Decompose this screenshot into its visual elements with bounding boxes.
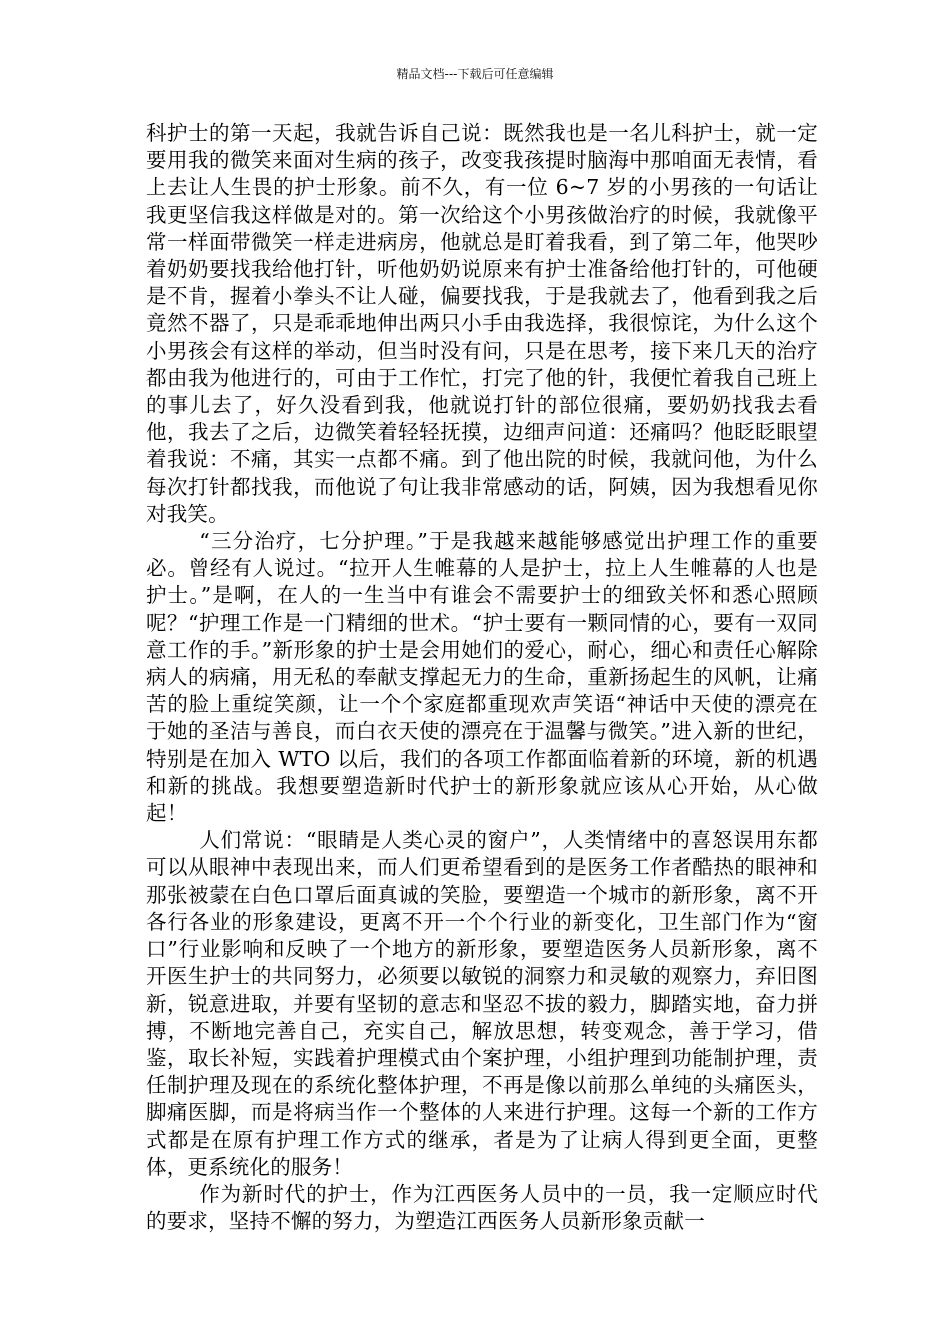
- document-body: [146, 120, 818, 1235]
- paragraph-continuation: 科护士的第一天起，我就告诉自己说：既然我也是一名儿科护士，就一定要用我的微笑来面对生病的孩子，改变我孩提时脑海中那咱面无表情，看上去让人生畏的护士形象。前不久，有一位 6~7 岁的小男孩的一句话让我更坚信我这样做是对的。第一次给这个小男孩做治疗的时候，我就像平常一样面带微笑一样走进病房，他就总是盯着我看，到了第二年，他哭吵着奶奶要找我给他打针，听他奶奶说原来有护士准备给他打针的，可他硬是不肯，握着小拳头不让人碰，偏要找我，于是我就去了，他看到我之后竟然不器了，只是乖乖地伸出两只小手由我选择，我很惊诧，为什么这个小男孩会有这样的举动，但当时没有问，只是在思考，接下来几天的治疗都由我为他进行的，可由于工作忙，打完了他的针，我便忙着我自己班上的事儿去了，好久没看到我，他就说打针的部位很痛，要奶奶找我去看他，我去了之后，边微笑着轻轻抚摸，边细声问道：还痛吗？他眨眨眼望着我说：不痛，其实一点都不痛。到了他出院的时候，我就问他，为什么每次打针都找我，而他说了句让我非常感动的话，阿姨，因为我想看见你对我笑。: [146, 121, 818, 526]
- paragraph-nursing-importance: “三分治疗，七分护理。”于是我越来越能够感觉出护理工作的重要必。曾经有人说过。“拉开人生帷幕的人是护士，拉上人生帷幕的人也是护士。”是啊，在人的一生当中有谁会不需要护士的细致关怀和悉心照顾呢？“护理工作是一门精细的世术。“护士要有一颗同情的心，要有一双同意工作的手。”新形象的护士是会用她们的爱心，耐心，细心和责任心解除病人的病痛，用无私的奉献支撑起无力的生命，重新扬起生的风帆，让痛苦的脸上重绽笑颜，让一个个家庭都重现欢声笑语“神话中天使的漂亮在于她的圣洁与善良，而白衣天使的漂亮在于温馨与微笑。”进入新的世纪，特别是在加入 WTO 以后，我们的各项工作都面临着新的环境，新的机遇和新的挑战。我想要塑造新时代护士的新形象就应该从心开始，从心做起！: [146, 529, 818, 826]
- paragraph-new-era-nurse: 作为新时代的护士，作为江西医务人员中的一员，我一定顺应时代的要求，坚持不懈的努力，为塑造江西医务人员新形象贡献一: [146, 1181, 818, 1234]
- paragraph-eyes-window: 人们常说：“眼睛是人类心灵的窗户”，人类情绪中的喜怒误用东都可以从眼神中表现出来，而人们更希望看到的是医务工作者酷热的眼神和那张被蒙在白色口罩后面真诚的笑脸，要塑造一个城市的新形象，离不开各行各业的形象建设，更离不开一个个行业的新变化，卫生部门作为“窗口”行业影响和反映了一个地方的新形象，要塑造医务人员新形象，离不开医生护士的共同努力，必须要以敏锐的洞察力和灵敏的观察力，弃旧图新，锐意进取，并要有坚韧的意志和坚忍不拔的毅力，脚踏实地，奋力拼搏，不断地完善自己，充实自己，解放思想，转变观念，善于学习，借鉴，取长补短，实践着护理模式由个案护理，小组护理到功能制护理，责任制护理及现在的系统化整体护理，不再是像以前那么单纯的头痛医头，脚痛医脚，而是将病当作一个整体的人来进行护理。这每一个新的工作方式都是在原有护理工作方式的继承，者是为了让病人得到更全面，更整体，更系统化的服务！: [146, 828, 818, 1179]
- page-header: 精品文档---下载后可任意编辑: [396, 67, 554, 81]
